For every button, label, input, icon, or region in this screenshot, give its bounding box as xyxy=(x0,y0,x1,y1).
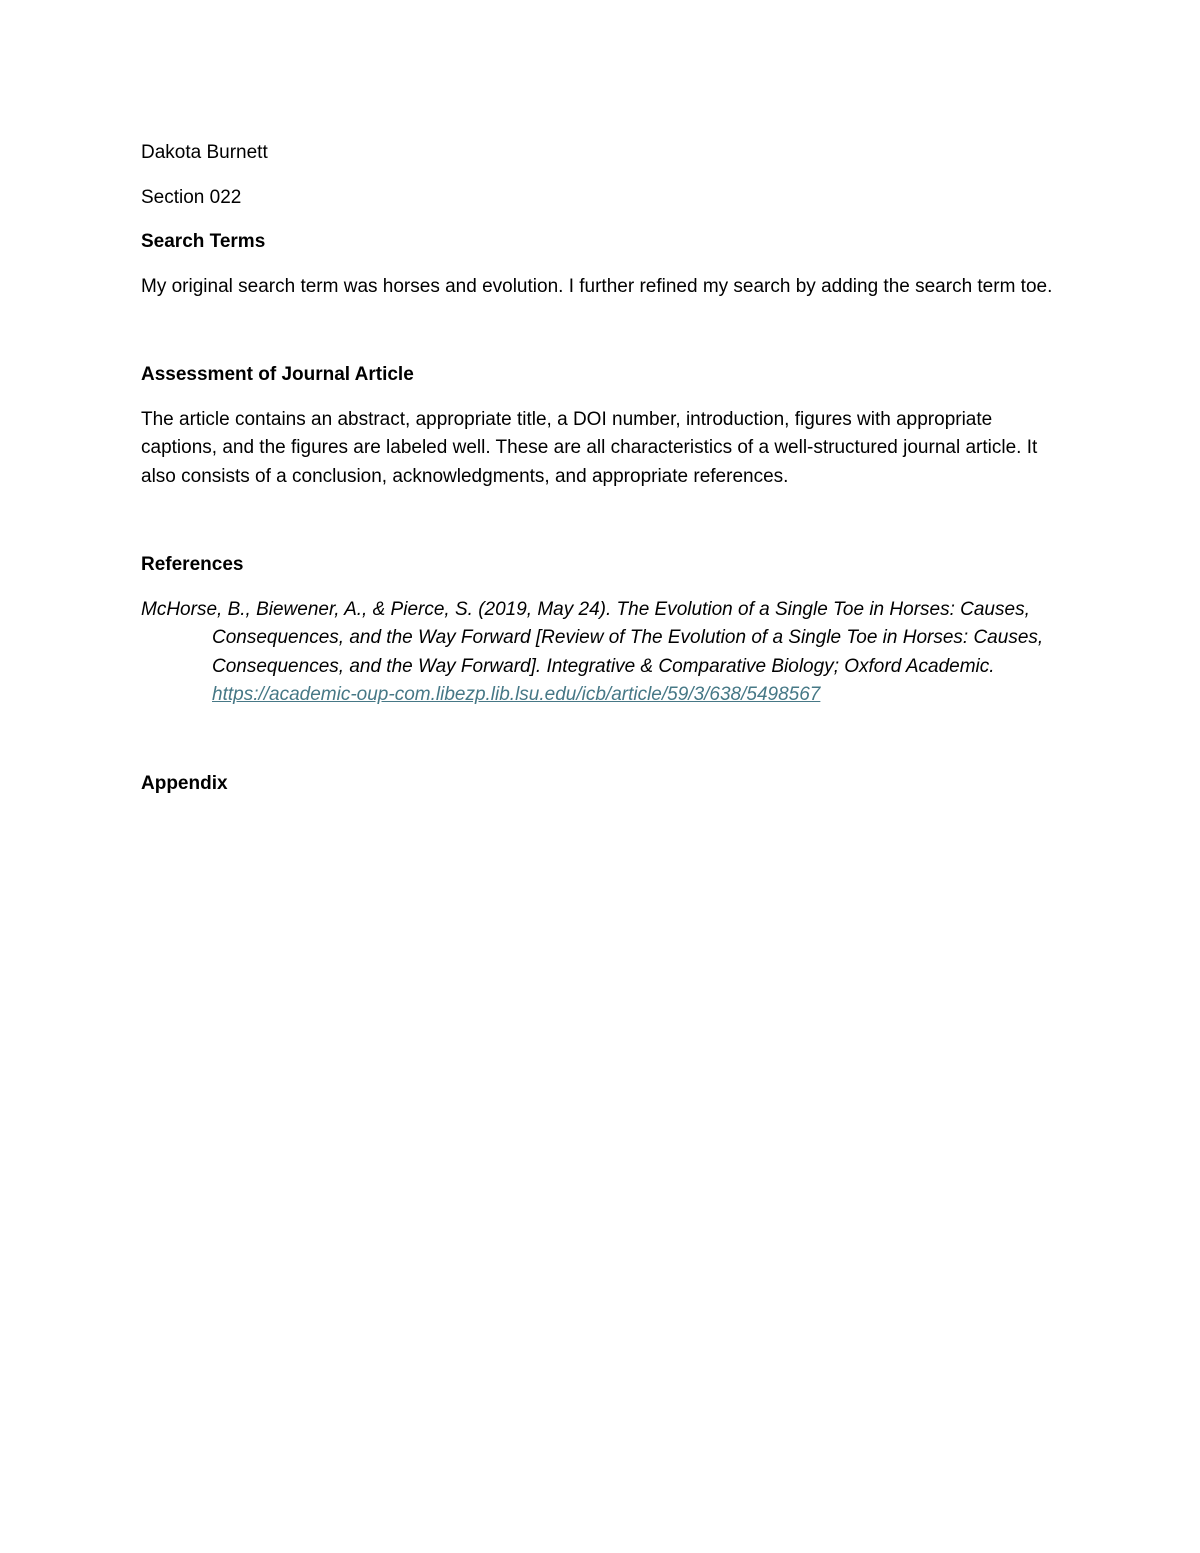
references-heading: References xyxy=(141,554,244,575)
reference-citation-text: McHorse, B., Biewener, A., & Pierce, S. (2019, May 24). The Evolution of a Single Toe in Horses: Causes, Consequences, and the Way Forward [Review of The Evolution of a Single Toe in Horses: Causes, Consequences, and the Way Forward]. Integrative & Comparative Biology; Oxford Academic. xyxy=(141,598,1044,677)
document-body xyxy=(141,139,1066,814)
assessment-paragraph: The article contains an abstract, appropriate title, a DOI number, introduction, figures with appropriate captions, and the figures are labeled well. These are all characteristics of a well-structured journal article. It also consists of a conclusion, acknowledgments, and appropriate references. xyxy=(141,408,1038,487)
appendix-heading: Appendix xyxy=(141,772,228,794)
reference-entry xyxy=(141,596,1066,710)
search-terms-paragraph: My original search term was horses and evolution. I further refined my search by adding the search term toe. xyxy=(141,275,1053,297)
search-terms-heading: Search Terms xyxy=(141,231,266,252)
blank-line xyxy=(141,507,1066,551)
blank-line xyxy=(141,317,1066,361)
assessment-heading: Assessment of Journal Article xyxy=(141,364,414,385)
author-name: Dakota Burnett xyxy=(141,142,268,163)
reference-link[interactable]: https://academic-oup-com.libezp.lib.lsu.edu/icb/article/59/3/638/5498567 xyxy=(212,684,821,705)
section-number: Section 022 xyxy=(141,186,242,208)
blank-line xyxy=(141,726,1066,770)
